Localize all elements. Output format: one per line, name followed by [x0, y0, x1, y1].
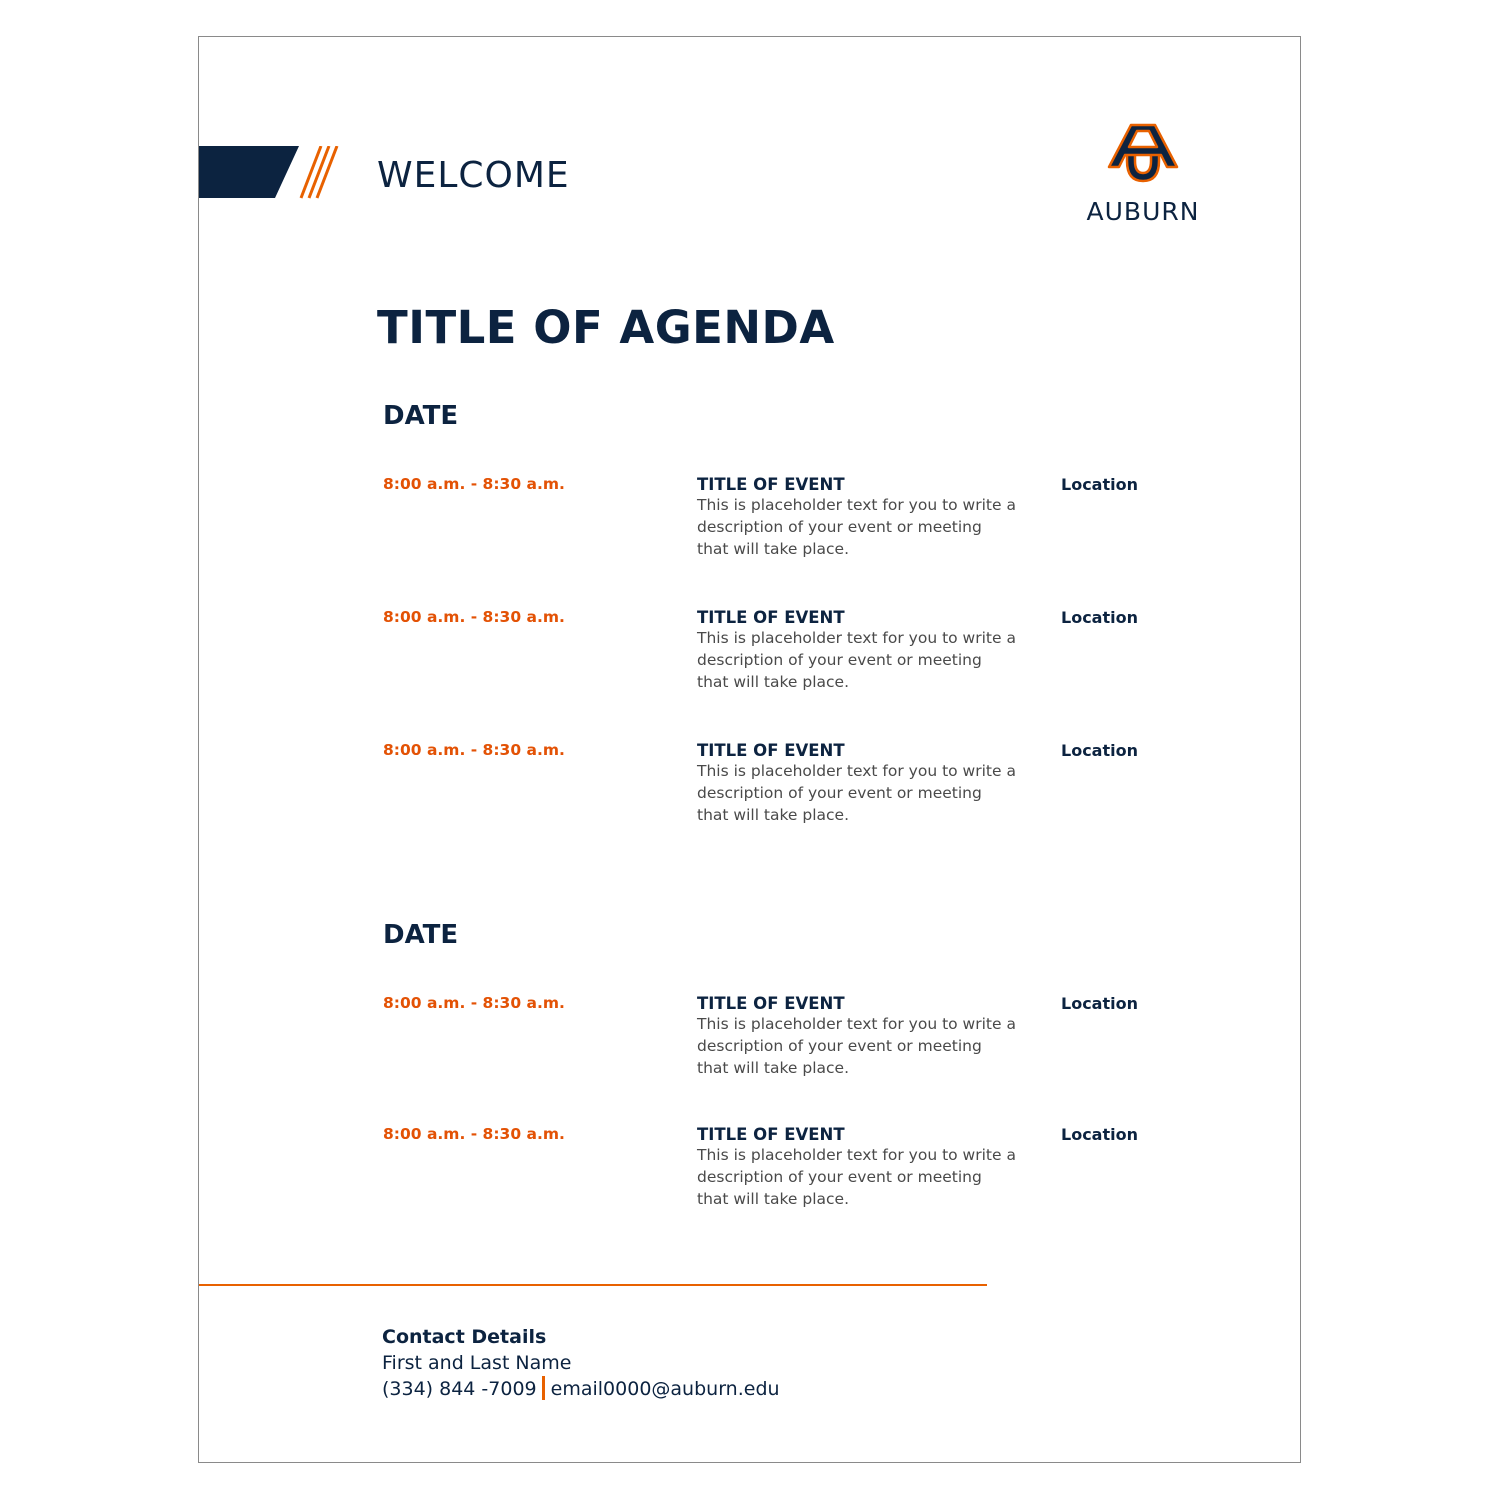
event-title: TITLE OF EVENT: [697, 608, 845, 627]
event-location: Location: [1061, 1125, 1138, 1144]
agenda-title: TITLE OF AGENDA: [377, 301, 835, 354]
event-title: TITLE OF EVENT: [697, 1125, 845, 1144]
contact-line: [382, 1376, 780, 1402]
event-description: This is placeholder text for you to write a description of your event or meeting that will take place.: [697, 762, 1016, 824]
event-row: [383, 994, 1243, 1094]
event-time: 8:00 a.m. - 8:30 a.m.: [383, 1125, 565, 1143]
date-heading: DATE: [383, 920, 459, 950]
agenda-page: [198, 36, 1301, 1463]
date-heading: DATE: [383, 401, 459, 431]
footer-divider: [199, 1284, 987, 1286]
event-location: Location: [1061, 608, 1138, 627]
contact-separator: [542, 1376, 545, 1400]
event-description: This is placeholder text for you to write a description of your event or meeting that will take place.: [697, 496, 1016, 558]
contact-phone: (334) 844 -7009: [382, 1378, 537, 1400]
contact-block: [382, 1324, 780, 1402]
logo-wordmark: AUBURN: [1086, 197, 1200, 226]
event-time: 8:00 a.m. - 8:30 a.m.: [383, 741, 565, 759]
accent-stripes-graphic: [199, 146, 341, 200]
event-time: 8:00 a.m. - 8:30 a.m.: [383, 994, 565, 1012]
contact-email[interactable]: email0000@auburn.edu: [550, 1378, 780, 1400]
event-title: TITLE OF EVENT: [697, 475, 845, 494]
event-row: [383, 1125, 1243, 1225]
event-row: [383, 608, 1243, 708]
event-title: TITLE OF EVENT: [697, 994, 845, 1013]
event-row: [383, 741, 1243, 841]
event-time: 8:00 a.m. - 8:30 a.m.: [383, 608, 565, 626]
au-monogram-icon: [1105, 121, 1181, 185]
event-location: Location: [1061, 994, 1138, 1013]
event-description: This is placeholder text for you to write a description of your event or meeting that will take place.: [697, 1146, 1016, 1208]
event-description: This is placeholder text for you to write a description of your event or meeting that will take place.: [697, 629, 1016, 691]
contact-name: First and Last Name: [382, 1352, 572, 1374]
auburn-logo: [1063, 121, 1223, 226]
event-time: 8:00 a.m. - 8:30 a.m.: [383, 475, 565, 493]
event-location: Location: [1061, 741, 1138, 760]
event-description: This is placeholder text for you to write a description of your event or meeting that will take place.: [697, 1015, 1016, 1077]
welcome-heading: WELCOME: [377, 155, 570, 196]
event-title: TITLE OF EVENT: [697, 741, 845, 760]
event-location: Location: [1061, 475, 1138, 494]
event-row: [383, 475, 1243, 575]
contact-heading: Contact Details: [382, 1326, 547, 1348]
